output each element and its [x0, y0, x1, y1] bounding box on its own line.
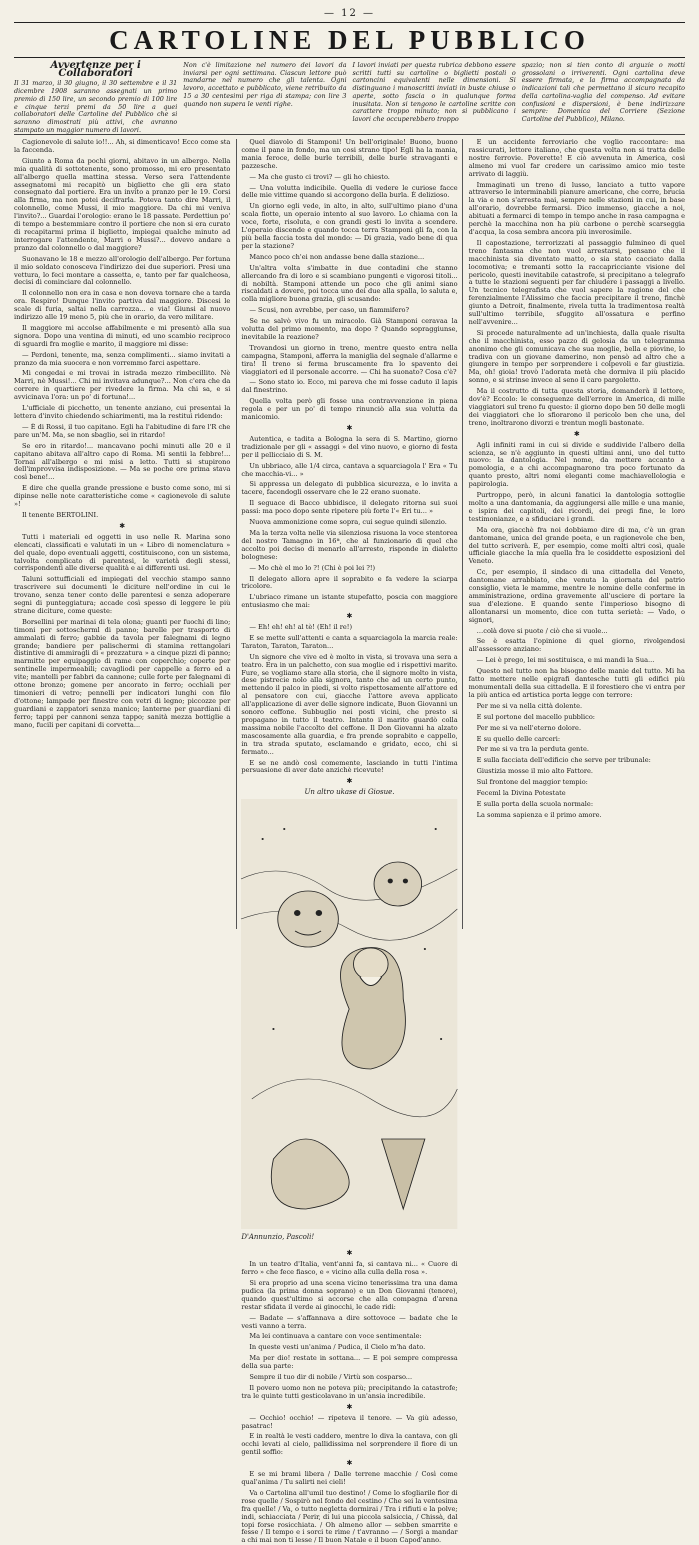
paragraph: E un accidente ferroviario che voglio raccontare: ma rassicurati, lettore italiano, che questa volta non si tratta delle nostre ferrovie. Poverette! E ciò avvenuta in America, così almeno mi vuol far credere un carissimo amico mio teste arrivato di laggiù. — [468, 138, 685, 178]
paragraph: In queste vesti un'anima / Pudica, il Cielo m'ha dato. — [249, 1343, 426, 1352]
paragraph: Mi congedai e mi trovai in istrada mezzo rimbecillito. Nè Marri, nè Mussi!... Chi mi invitava adunque?... Non c'era che da correre in quartiere per rivedere la firma. Ma chi sa, e si avvicinava l'ora: un po' di fortuna!... — [14, 369, 231, 402]
paragraph: Questo nel tutto non ha bisogno delle manie del tutto. Mi ha fatto mettere nelle epigrafi dantesche tutti gli edifici più monumentali della sua cittadella. E il forestiero che vi entra per la più antica ed artistica porta legge con terrore: — [468, 667, 685, 699]
paragraph: Quella volta però gli fosse una contravvenzione in piena regola e per un po' di tempo rinunciò alla sua volutta da manicomio. — [241, 397, 458, 422]
paragraph: Sempre il tuo dir di nobile / Virtù son cosparso... — [249, 1373, 413, 1382]
notice-text: I lavori inviati per questa rubrica debbono essere scritti tutti su cartoline o biglietti postali o cartoncini equivalenti nelle dimensioni. Si distinguano i manoscritti inviati in buste chiuse o aperte, sotto fascia o in qualunque forma inusitata. Non si tengono le cartoline scritte con carattere troppo minuto; non si pubblicano i lavori che occuperebbero troppo — [352, 61, 516, 123]
separator-star: ✱ — [346, 777, 353, 786]
paragraph: Ma il costrutto di tutta questa storia, domanderà il lettore, dov'è? Eccolo: le conseguenze dell'errore in America, di mille viaggiatori sul treno fu questo: il giorno dopo ben 50 delle mogli dei viaggiatori che lo sfiorarono il pericolo ben che una, del treno, inoltrarono divorzi e trentun mogli bastonate. — [468, 387, 685, 427]
article-column-left — [14, 139, 230, 929]
separator-star: ✱ — [346, 1459, 353, 1468]
paragraph: Un ubbriaco, alle 1/4 circa, cantava a squarciagola l' Era « Tu che macchia-vi... » — [241, 461, 458, 478]
notice-text: spazio; non si tien conto di arguzie o motti grossolani o irriverenti. Ogni cartolina deve essere firmata, e la firma accompagnata da indicazioni tali che permettano il sicuro recapito della cartolina-vaglia del compenso. Ad evitare confusioni e dispersioni, è bene indirizzare sempre: Domenica del Corriere (Sezione Cartoline del Pubblico), Milano. — [521, 61, 685, 123]
paragraph: Borsellini per marinai di tela olona; guanti per fuochi di lino; timoni per sottoscherml di panno; barelle per trasporto di ammalati di ferro; gabbie da tavola per falegnami di legno grande; bandiere per palischermi di stamina rettangolari distintive di ammiragli di « prezzatura » a cinque pizzi di panno; marmitte per equipaggio di rame con coperchio; coperte per sentinelle impermeabili; cavagliodi per cappelle a ferro ed a vite; mantelli per fabbri da cannone; culle forte per falegnami di ottone bronzo; gomene per ancorato in ferro; occhiali per timonieri di vetro; pennelli per indicatori lunghi con filo d'ottone; lampade per finestre con vetri di legno; piccozze per guardiani e zappatori senza manico; lanterne per guardiani di ferro; tappi per cannoni senza tappo; sanità mezza bottiglie a mano, fucili per capitani di corvetta... — [14, 617, 231, 729]
illustration-title: Un altro ukase di Giosue. — [304, 788, 395, 797]
paragraph: Il tenente BERTOLINI. — [22, 510, 99, 519]
paragraph: — Occhio! occhio! — ripeteva il tenore. — Va giù adesso, pasatrac! — [241, 1413, 458, 1430]
paragraph: Suonavano le 18 e mezzo all'orologio dell'albergo. Per fortuna il mio soldato conosceva l'indirizzo dei due superiori. Presi una vettura, lo feci montare a cassetta, e, tanto per far qualcheosa, decisi di cominciare dal colonnello. — [14, 254, 231, 287]
paragraph: — Lei è prego, lei mi sostituisca, e mi mandi la Sua... — [476, 656, 655, 665]
paragraph: — Eh! eh! eh! al tè! (Eh! il re!) — [249, 623, 353, 632]
paragraph: — Badate — s'affannava a dire sottovoce — badate che le vesti vanno a terra. — [241, 1313, 458, 1330]
illustration-block — [241, 789, 457, 1247]
paragraph: — Mo chè el mo lo ?! (Chi è poi lei ?!) — [249, 563, 376, 572]
paragraph: Giustizia mosse il mio alto Fattore. — [476, 767, 593, 776]
paragraph: Trovandosi un giorno in treno, mentre questo entra nella campagna, Stamponi, afferra la maniglia del segnale d'allarme e tira! Il treno si ferma bruscamente fra lo spavento dei viaggiatori ed il personale accorre. — Chi ha suonato? Cosa c'è? — [241, 343, 458, 376]
illustration-caption: D'Annunzio, Pascoli! — [241, 1233, 315, 1242]
paragraph: Il seguace di Bacco ubbidisce, il delegato ritorna sui suoi passi: ma poco dopo sente ripetere più forte l'« Eri tu... » — [241, 499, 458, 516]
paragraph: Un signore che vive ed è molto in vista, si trovava una sera a teatro. Era in un palchetto, con sua moglie ed i rispettivi marito. Fure, se vogliamo stare alla storia, che il signore molto in vista, dese pistrecie nolo alla signora, tanto che ad un certo punto, mettendo il palco in piedi, si volto rispettosamente all'attore ed al pensatore con cui, giacche l'attore aveva applicato all'applicazione di aver delle signore indicate, Buon Giovanni un sonoro ceffone. Subbuglio nei posti vicini, che presto si propagano in tutto il teatro. Intanto il marito guardò colla massima nobile l'accolto del ceffone. Il Don Giovanni ha alzato mascosamente alla guardia, e fra prende soprabito e cappello, in tra strada sputato, esclamando e gridato, ecco, chi si fermato... — [241, 652, 458, 756]
paragraph: E in realtà le vesti caddero, mentre lo diva la cantava, con gli occhi levati al cielo, pallidissima nel sorprendere il fiore di un gentil soffio: — [241, 1432, 458, 1457]
paragraph: Il povero uomo non ne poteva più; precipitando la catastrofe; tra le quinte tutti gesticolavano in un'ansia incredibile. — [241, 1383, 458, 1400]
paragraph: E sulla porta della scuola normale: — [476, 799, 594, 808]
paragraph: Si procede naturalmente ad un'inchiesta, dalla quale risulta che il macchinista, esso pazzo di gelosia da un telegramma anonimo che gli comunicava che sua moglie, bella e piovine, lo tradiva con un giovane damerino, non pensò ad altro che a giungere in tempo per sorprendere i colpevoli e far giustizia. Ma, oh! gioia! trovò l'adorata metà che dormiva il più placido sonno, e si strinse invece al seno il caro pargoletto. — [468, 328, 685, 385]
paragraph: Manco poco ch'ei non andasse bene dalla stazione... — [249, 252, 425, 261]
page-number: — 12 — — [323, 8, 376, 19]
paragraph: Ma lei continuava a cantare con voce sentimentale: — [249, 1332, 422, 1341]
separator-star: ✱ — [573, 429, 580, 438]
paragraph: Immaginati un treno di lusso, lanciato a tutto vapore attraverso le interminabili pianure americane, che corre, brucia la via e non s'arresta mai, sempre nelle stazioni in cui, in base all'orario, dovrebbe fermarsi. Dico immenso, giacche a noi, abituati a fermarci di tempo in tempo anche in rasa campagna e perchè la macchina non ha più carbone o perchè scarseggia d'acqua, la cosa sembra ancora più inverosimile. — [468, 180, 685, 236]
separator-star: ✱ — [346, 1249, 353, 1258]
paragraph: Se ne salvò vivo fu un miracolo. Già Stamponi ceravaa la volutta del primo momento, ma dopo ? Quando sopraggiunse, inevitabile la reazione? — [241, 317, 458, 341]
paragraph: Si appressa un delegato di pubblica sicurezza, e lo invita a tacere, facendogli osservare che le 22 erano suonate. — [241, 480, 458, 497]
paragraph: — Una volutta indicibile. Quella di vedere le curiose facce delle mie vittime quando si accorgono della burla. È delizioso. — [241, 183, 458, 200]
paragraph: E se mette sull'attenti e canta a squarciagola la marcia reale: Taraton, Taraton, Taraton... — [241, 633, 458, 650]
paragraph: Quel diavolo di Stamponi! Un bell'originale! Buono, buono come il pane in fondo, ma un cosi strano tipo! Egli ha la mania, mania feroce, delle burle terribili, delle burle stravaganti e pazzesche. — [241, 138, 458, 170]
paragraph: — Scusi, non avrebbe, per caso, un fiammifero? — [249, 306, 410, 315]
paragraph: Il maggiore mi accolse affabilmente e mi presentò alla sua signora. Dopo una ventina di minuti, ed uno scambio reciproco di sguardi fra moglie e marito, il maggiore mi disse: — [14, 323, 231, 348]
section-title: CARTOLINE DEL PUBBLICO — [14, 22, 685, 58]
paragraph: Cagionevole di salute io!!... Ah, si dimenticavo! Ecco come sta la faccenda. — [14, 138, 231, 154]
paragraph: Il capostazione, terrorizzati al passaggio fulmineo di quel treno fantasma che non vuol arrestarsi, pensano che il macchinista sia diventato matto, o sia stato cacciato dalla locomotiva; e tremanti sotto la raccapricciante visione del pericolo, questi inevitabile catastrofe, si precipitano a telegrafo a tutte le stazioni seguenti per far chiudere i passaggi a livello. Un tecnico telegrafista che vuol sapere la ragione del che ferenzialmente l'Alissimo che faccia precipitare il treno, finchè giunto a Detroit, finalmente, rivela tutta la tradimentosa realtà sull'ultimo terribile, sfuggito all'ossatura e perfino nell'avvenire... — [468, 238, 685, 326]
paragraph: Il colonnello non era in casa e non doveva tornare che a tarda ora. Respiro! Dunque l'invito partiva dal maggiore. Discesi le scale di furia, saltai nella carrozza... e via! Giunsi al nuovo indirizzo alle 19 meno 5, più che in orario, da vero militare. — [14, 289, 231, 322]
paragraph: E su quello delle carceri: — [476, 734, 561, 743]
paragraph: Autentica, e tadita a Bologna la sera di S. Martino, giorno tradizionale per gli « assaggi » del vino nuovo, e giorno di festa per il pellicciaio di S. M. — [241, 434, 458, 459]
paragraph: Cc, per esempio, il sindaco di una cittadella del Veneto, dantomane arrabbiato, che venuta la giornata del patrio consiglio, vieta le mamme, mentre le nomine delle conferme in amministrazione, ordina gravemente all'usciere di portare la sua d'elezione. E quando sente l'imperioso bisogno di allontanarsi un momento, dice con tutta serietà: — Vado, o signori, — [468, 568, 685, 624]
paragraph: Nuova ammonizione come sopra, cui segue quindi silenzio. — [249, 518, 447, 527]
paragraph: — Sono stato io. Ecco, mi pareva che mi fosse caduto il lapis dal finestrino. — [241, 378, 458, 395]
separator-star: ✱ — [346, 424, 353, 432]
paragraph: L'ufficiale di picchetto, un tenente anziano, cui presentai la lettera d'invito chiedendo schiarimenti, ma la restituì ridendo: — [14, 404, 231, 420]
paragraph: E dire che quella grande pressione e busto come sono, mi si dipinse nelle note caratteristiche come « cagionevole di salute »! — [14, 484, 231, 509]
contributors-notice — [14, 62, 685, 135]
paragraph: La somma sapienza e il primo amore. — [476, 810, 602, 819]
newspaper-page — [14, 8, 685, 1545]
paragraph: Si era proprio ad una scena vicino tenerissima tra una dama pudica (la prima donna soprano) e un Don Giovanni (tenore), quando quest'ultimo si accorse che alla compagna d'arena restar sfidata il verde ai ginocchi, le cade ridi: — [241, 1278, 458, 1311]
paragraph: Un giorno egli vede, in alto, in alto, sull'ultimo piano d'una scala fiotte, un operaio intento al suo lavoro. Lo chiama con la voce, forte, risoluta, e con grandi gesti lo invita a scendere. L'operaio discende e quando tocca terra Stamponi gli fa, con la più bella faccia tosta del mondo: — Di grazia, vado bene di qua per la stazione? — [241, 202, 458, 250]
paragraph: Per me si va tra la perduta gente. — [476, 745, 589, 754]
paragraph: Purtroppo, però, in alcuni fanatici la dantologia sottoglie molto a una dantomania, da aggiungersi alle mille e una manie, e ispira dei capitoli, dei ricordi, dei pregi fine, le loro testimonianze, e a sfiduciare i grandi. — [468, 491, 685, 523]
paragraph: E sulla facciata dell'edificio che serve per tribunale: — [476, 756, 651, 765]
paragraph: Feceml la Divina Potestate — [476, 789, 566, 798]
paragraph: Se è esatta l'opinione di quel giorno, rivolgendosi all'assessore anziano: — [468, 637, 685, 654]
paragraph: — Perdoni, tenente, ma, senza complimenti... siamo invitati a pranzo da mia suocera e non vorremmo farci aspettare. — [14, 350, 231, 367]
notice-column-2 — [183, 62, 346, 134]
paragraph: Va o Cartolina all'umil tuo destino! / Come lo sfogliarile fior di rose quelle / Sospirò nel fondo del cestino / Che sei la ventesima fra quelle! / Va, o tutto negletta dormirai / Tra i rifiuti e la polve; indi, schiacciata / Perir, di lui una piccola salsiccia, / Chissà, dal topi forse rosicchiata. / Oh almeno allor — sebben smarrite e fesse / Il tempo e i sorci te rime / t'avranno — / Sorgi a mandar a chi mai non ti lesse / Il buon Natale e il buon Capod'anno. — [241, 1488, 458, 1545]
notice-heading: Avvertenze per i Collaboratori — [50, 60, 141, 79]
paragraph: …colà dove si puote / ciò che si vuole... — [476, 626, 608, 635]
separator-star: ✱ — [119, 521, 126, 530]
cartoon-illustration — [241, 799, 457, 1229]
notice-text: Il 31 marzo, il 30 giugno, il 30 settembre e il 31 dicembre 1908 saranno assegnati un primo premio di 150 lire, un secondo premio di 100 lire e cinque terzi premi da 50 lire a quei collaboratori delle Cartoline del Pubblico che si saranno dimostrati più attivi, che avranno stampato un maggior numero di lavori. — [14, 79, 178, 134]
notice-column-4 — [522, 62, 685, 134]
paragraph: Tutti i materiali ed oggetti in uso nelle R. Marina sono elencati, classificati e valutati in un « Libro di nomenclatura » del quale, dopo eventuali aggetti, costituiscono, con un sistema, talvolta complicato di parentesi, le varietà degli stessi, corrispondenti alle diverse qualità e ai differenti usi. — [14, 532, 231, 573]
paragraph: Taluni sottufficiali ed impiegati del vecchio stampo sanno trascrivere sui documenti le diciture nell'ordine in cui le trovano, senza tener conto delle parentesi e senza adoperare segni di punteggiatura; accade così spesso di leggere le più strane diciture, come queste: — [14, 575, 231, 615]
paragraph: In un teatro d'Italia, vent'anni fa, si cantava ni... « Cuore di ferro » che fece fiasco, e « vicino alla culla della rosa ». — [241, 1260, 458, 1277]
paragraph: Giunto a Roma da pochi giorni, abitavo in un albergo. Nella mia qualità di sottotenente, sono promosso, mi ero presentato all'albergo quella mattina stessa. Verso sera l'attendente assegnatomi mi recapitò un biglietto che gli era stato consegnato dal portiere. Era un invito a pranzo per le 19. Corsi alla firma, ma non potei decifrarla. Poteva tanto dire Marri, il colonnello, come Mussi, il mio maggiore. Da chi mi veniva l'invito?... Guardai l'orologio: erano le 18 passate. Perdettiun po' di tempo a bestemmiare contro il portiere che non si era curato di recapitarmi prima il biglietto, impiegai qualche minuto ad interrogare l'attendente, Marri o Mussi?... dovevo andare a pranzo dal colonnello o dal maggiore? — [14, 156, 231, 252]
paragraph: Agli infiniti rami in cui si divide e suddivide l'albero della scienza, se n'è aggiunto in questi ultimi anni, uno del tutto nuovo: la dantologia. Nel nome, da mettere accanto a pomologia, e a chi accompagnarono tra poco fortunato da quanto presto, altri nomi eleganti come machiavellologia e papirologia. — [468, 440, 685, 489]
paragraph: E sul portone del macello pubblico: — [476, 712, 596, 721]
paragraph: L'ubriaco rimane un istante stupefatto, poscia con maggiore entusiasmo che mai: — [241, 593, 458, 610]
paragraph: Ma per dio! restate in sottana... — E poi sempre compressa della sua parte: — [241, 1354, 458, 1371]
paragraph: E se ne andò così comemente, lasciando in tutti l'intima persuasione di aver date anzichè ricevute! — [241, 758, 458, 775]
article-column-middle — [236, 138, 462, 1545]
paragraph: Per me si va nell'eterno dolore. — [476, 723, 582, 732]
article-column-right — [469, 139, 685, 929]
paragraph: Se ero in ritardo!... mancavano pochi minuti alle 20 e il capitano abitava all'altro capo di Roma. Mi sentii la febbre!... Tornai all'albergo e mi misi a letto. Tutti si stupirono dell'improvvisa indisposizione. — Ma se poche ore prima stava così bene!... — [14, 441, 231, 482]
paragraph: — È di Rossi, il tuo capitano. Egli ha l'abitudine di fare l'R che pare un'M. Ma, se non sbaglio, sei in ritardo! — [14, 422, 231, 439]
notice-column-3 — [353, 62, 516, 134]
notice-text: Non c'è limitazione nel numero dei lavori da inviarsi per ogni settimana. Ciascun lettore può mandarne nel numero che gli talenta. Ogni lavoro, accettato e pubblicato, viene retribuito da 15 a 30 centesimi per riga di stampa; con lire 3 quando non supera le venti righe. — [183, 61, 347, 108]
paragraph: E se mi brami libera / Dalle terrene macchie / Così come qual'anima / Tu salirti nei cieli! — [241, 1470, 458, 1486]
notice-column-1 — [14, 62, 177, 134]
paragraph: Ma la terza volta nelle via silenziosa risuona la voce stentorea del nostro Tamagno in 16ª, che al funzionario di quel che accolto poi deciso di menarlo all'arresto, risponde in dialetto bolognese: — [241, 528, 458, 561]
separator-star: ✱ — [346, 612, 353, 621]
separator-star: ✱ — [346, 1402, 353, 1411]
paragraph: Sul frontone del maggior tempio: — [476, 778, 588, 787]
paragraph: Per me si va nella città dolente. — [476, 701, 583, 710]
paragraph: Il delegato allora apre il soprabito e fa vedere la sciarpa tricolore. — [241, 574, 458, 591]
paragraph: Un'altra volta s'imbatte in due contadini che stanno allercando fra di loro e si scambiano pungenti e vigorosi titoli... di nobiltà. Stamponi attende un poco che gli animi siano riscaldati a dovere, poi tocca uno dei due alla spalla, lo saluta e, colla migliore buona grazia, gli scusando: — [241, 263, 458, 304]
paragraph: Ma ora, giacchè fra noi dobbiamo dire di ma, c'è un gran dantomane, unica del grande poeta, e un ragionevole che ben, del tutto scriverà. E, per esempio, come molti altri così, quale ufficiale giacche la mia quella fra le cosiddette esposizioni del Veneto. — [468, 525, 685, 566]
paragraph: — Ma che gusto ci trovi? — gli ho chiesto. — [249, 172, 390, 181]
